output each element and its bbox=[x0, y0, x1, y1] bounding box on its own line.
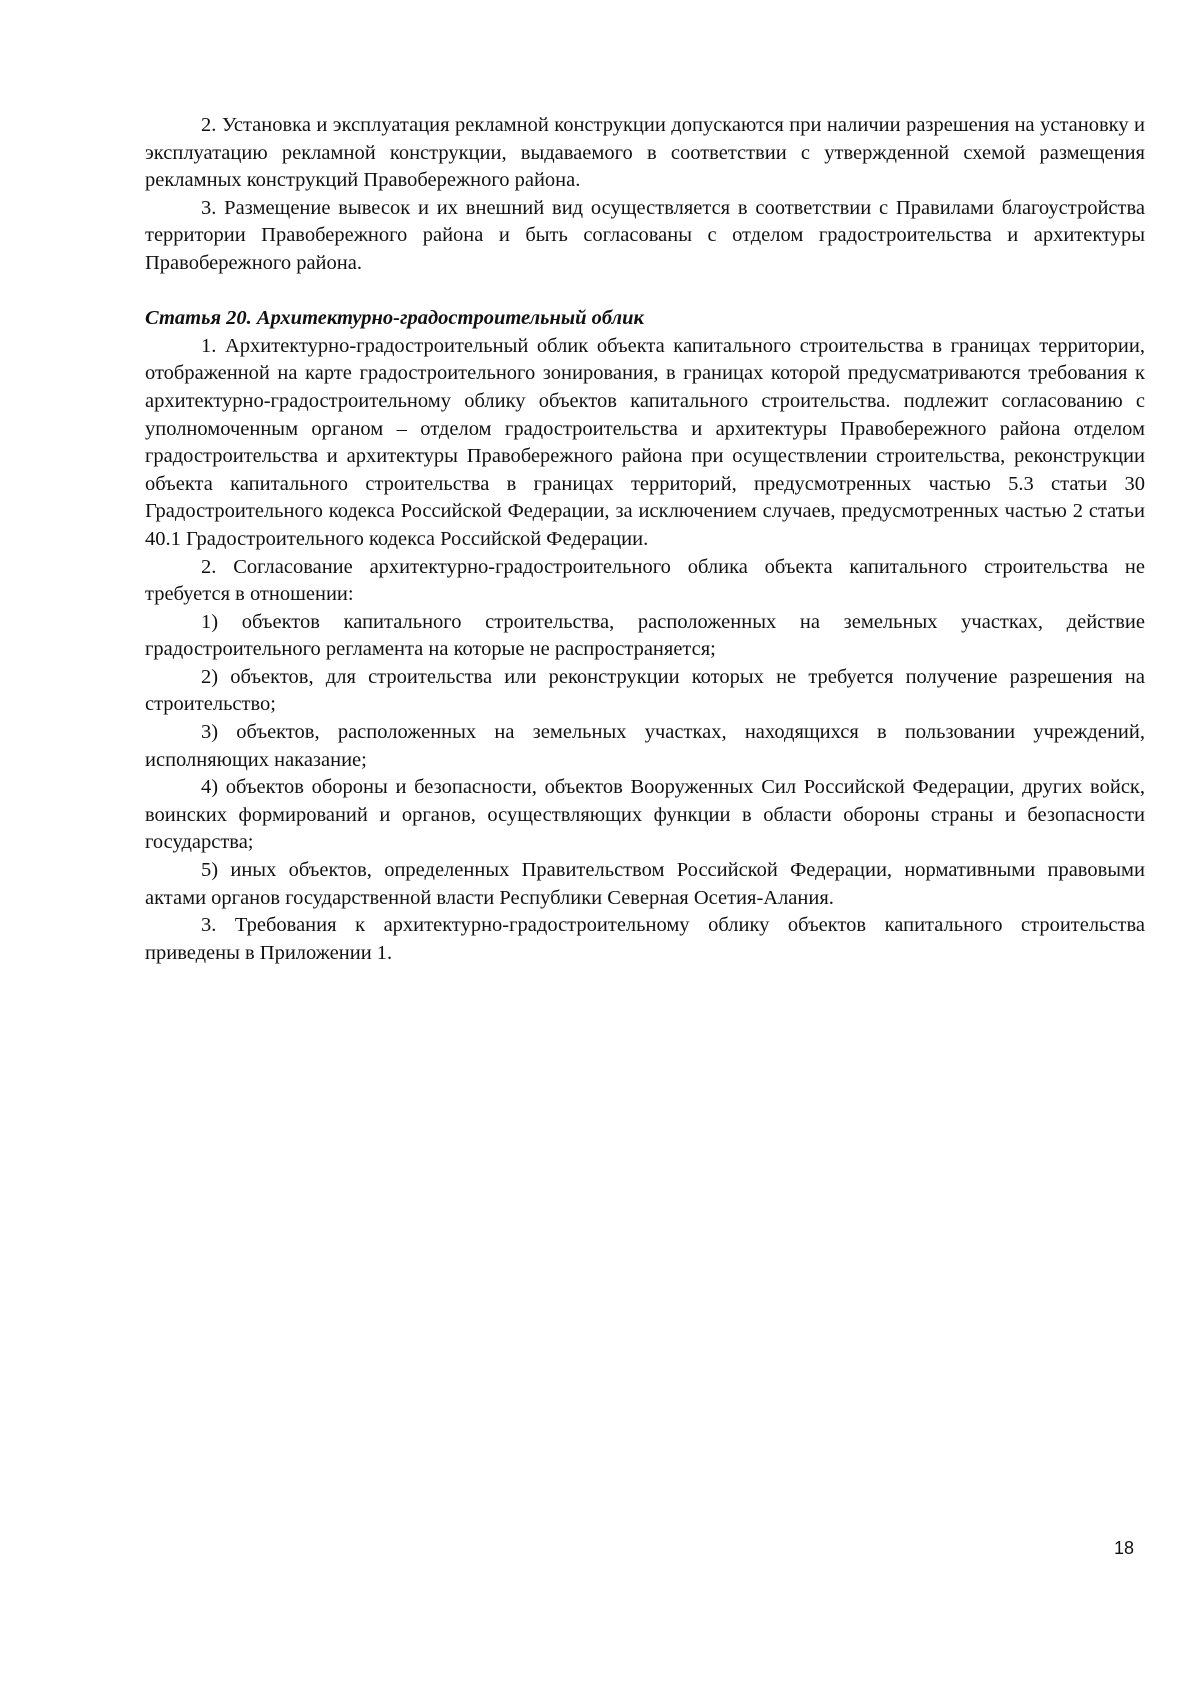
article-heading: Статья 20. Архитектурно-градостроительный облик bbox=[145, 307, 644, 330]
document-page bbox=[145, 112, 1145, 967]
list-item-exemption-1: 1) объектов капитального строительства, расположенных на земельных участках, действие градостроительного регламента на которые не распространяется; bbox=[145, 610, 1145, 661]
list-item-exemption-4: 4) объектов обороны и безопасности, объектов Вооруженных Сил Российской Федерации, других войск, воинских формирований и органов, осуществляющих функции в области обороны страны и безопасности государства; bbox=[145, 776, 1145, 854]
paragraph-article20-1: 1. Архитектурно-градостроительный облик объекта капитального строительства в границах территории, отображенной на карте градостроительного зонирования, в границах которой предусматриваются требования к архитектурно-градостроительному облику объектов капитального строительства. подлежит согласованию с уполномоченным органом – отделом градостроительства и архитектуры Правобережного района отделом градостроительства и архитектуры Правобережного района при осуществлении строительства, реконструкции объекта капитального строительства в границах территорий, предусмотренных частью 5.3 статьи 30 Градостроительного кодекса Российской Федерации, за исключением случаев, предусмотренных частью 2 статьи 40.1 Градостроительного кодекса Российской Федерации. bbox=[145, 334, 1145, 550]
paragraph-article20-2: 2. Согласование архитектурно-градостроительного облика объекта капитального строительства не требуется в отношении: bbox=[145, 555, 1145, 606]
paragraph-signage-rules: 3. Размещение вывесок и их внешний вид осуществляется в соответствии с Правилами благоустройства территории Правобережного района и быть согласованы с отделом градостроительства и архитектуры Правобережного района. bbox=[145, 196, 1145, 274]
paragraph-advertising-permit: 2. Установка и эксплуатация рекламной конструкции допускаются при наличии разрешения на установку и эксплуатацию рекламной конструкции, выдаваемого в соответствии с утвержденной схемой размещения рекламных конструкций Правобережного района. bbox=[145, 114, 1145, 192]
list-item-exemption-5: 5) иных объектов, определенных Правительством Российской Федерации, нормативными правовыми актами органов государственной власти Республики Северная Осетия-Алания. bbox=[145, 859, 1145, 909]
section-spacer bbox=[145, 278, 1145, 306]
list-item-exemption-2: 2) объектов, для строительства или реконструкции которых не требуется получение разрешения на строительство; bbox=[145, 665, 1145, 716]
list-item-exemption-3: 3) объектов, расположенных на земельных участках, находящихся в пользовании учреждений, исполняющих наказание; bbox=[145, 721, 1145, 771]
paragraph-article20-3: 3. Требования к архитектурно-градостроительному облику объектов капитального строительства приведены в Приложении 1. bbox=[145, 914, 1145, 964]
page-number: 18 bbox=[1113, 1538, 1134, 1558]
